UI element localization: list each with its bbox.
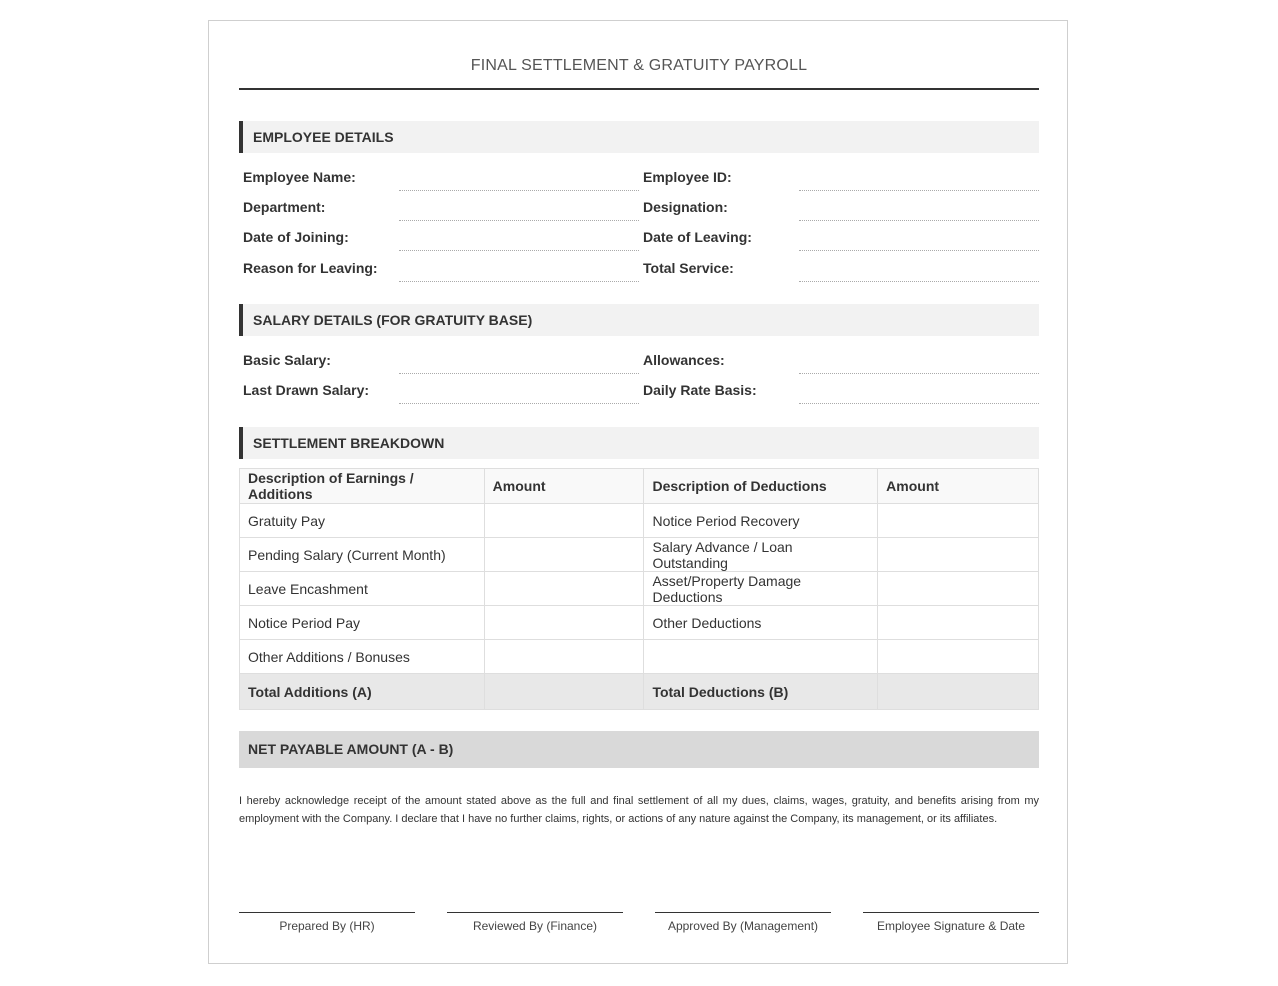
signature-label: Reviewed By (Finance) (472, 919, 598, 933)
signature-line[interactable] (655, 912, 831, 913)
total-deductions-amount[interactable] (878, 674, 1039, 710)
field-row (239, 168, 1039, 198)
signature-block (655, 912, 831, 933)
date-of-joining-label: Date of Joining: (243, 229, 349, 245)
settlement-form-page (208, 20, 1068, 964)
column-header: Amount (484, 469, 644, 504)
allowances-field[interactable] (799, 373, 1039, 374)
signature-line[interactable] (447, 912, 623, 913)
table-row (240, 606, 1039, 640)
totals-row (240, 674, 1039, 710)
signature-line[interactable] (863, 912, 1039, 913)
deduction-amount-cell[interactable] (878, 538, 1039, 572)
employee-details-header (239, 121, 1039, 153)
deduction-amount-cell[interactable] (878, 640, 1039, 674)
earning-description: Pending Salary (Current Month) (240, 538, 485, 572)
section-title: EMPLOYEE DETAILS (253, 129, 394, 145)
total-additions-amount[interactable] (484, 674, 644, 710)
signature-label: Prepared By (HR) (279, 919, 375, 933)
deduction-amount-cell[interactable] (878, 606, 1039, 640)
table-row (240, 572, 1039, 606)
deduction-description: Other Deductions (644, 606, 878, 640)
date-of-leaving-field[interactable] (799, 250, 1039, 251)
reason-for-leaving-label: Reason for Leaving: (243, 260, 378, 276)
last-drawn-salary-label: Last Drawn Salary: (243, 382, 370, 398)
settlement-table (239, 468, 1039, 710)
date-of-leaving-label: Date of Leaving: (643, 229, 752, 245)
department-label: Department: (243, 199, 326, 215)
section-title: SALARY DETAILS (FOR GRATUITY BASE) (253, 312, 533, 328)
field-row (239, 259, 1039, 289)
settlement-breakdown-header (239, 427, 1039, 459)
field-row (239, 381, 1039, 411)
signature-label: Employee Signature & Date (876, 919, 1026, 933)
section-title: SETTLEMENT BREAKDOWN (253, 435, 445, 451)
deduction-description (644, 640, 878, 674)
salary-details-header (239, 304, 1039, 336)
table-row (240, 640, 1039, 674)
signature-line[interactable] (239, 912, 415, 913)
daily-rate-basis-field[interactable] (799, 403, 1039, 404)
earning-description: Leave Encashment (240, 572, 485, 606)
earning-amount-cell[interactable] (484, 504, 644, 538)
basic-salary-field[interactable] (399, 373, 639, 374)
net-payable-label: NET PAYABLE AMOUNT (A - B) (248, 741, 454, 757)
signature-block (239, 912, 415, 933)
signature-block (447, 912, 623, 933)
employee-id-field[interactable] (799, 190, 1039, 191)
field-row (239, 198, 1039, 228)
field-row (239, 351, 1039, 381)
earning-amount-cell[interactable] (484, 640, 644, 674)
total-deductions-label: Total Deductions (B) (644, 674, 878, 710)
earning-amount-cell[interactable] (484, 572, 644, 606)
deduction-amount-cell[interactable] (878, 504, 1039, 538)
employee-name-field[interactable] (399, 190, 639, 191)
deduction-amount-cell[interactable] (878, 572, 1039, 606)
reason-for-leaving-field[interactable] (399, 281, 639, 282)
earning-description: Notice Period Pay (240, 606, 485, 640)
acknowledgement-text: I hereby acknowledge receipt of the amount stated above as the full and final settlement of all my dues, claims, wages, gratuity, and benefits arising from my employment with the Company. I declare that I have no further claims, rights, or actions of any nature against the Company, its management, or its affiliates. (239, 795, 1039, 825)
table-header-row (240, 469, 1039, 504)
table-row (240, 504, 1039, 538)
net-payable-bar (239, 731, 1039, 768)
signature-label: Approved By (Management) (667, 919, 819, 933)
column-header: Amount (878, 469, 1039, 504)
form-title: FINAL SETTLEMENT & GRATUITY PAYROLL (470, 57, 808, 74)
column-header: Description of Deductions (644, 469, 878, 504)
daily-rate-basis-label: Daily Rate Basis: (643, 382, 757, 398)
earning-description: Gratuity Pay (240, 504, 485, 538)
earning-amount-cell[interactable] (484, 606, 644, 640)
department-field[interactable] (399, 220, 639, 221)
employee-id-label: Employee ID: (643, 169, 732, 185)
total-service-label: Total Service: (643, 260, 734, 276)
last-drawn-salary-field[interactable] (399, 403, 639, 404)
column-header: Description of Earnings / Additions (240, 469, 485, 504)
date-of-joining-field[interactable] (399, 250, 639, 251)
deduction-description: Notice Period Recovery (644, 504, 878, 538)
earning-amount-cell[interactable] (484, 538, 644, 572)
designation-field[interactable] (799, 220, 1039, 221)
deduction-description: Salary Advance / Loan Outstanding (644, 538, 878, 572)
title-divider (239, 88, 1039, 90)
field-row (239, 228, 1039, 258)
basic-salary-label: Basic Salary: (243, 352, 331, 368)
signature-block (863, 912, 1039, 933)
earning-description: Other Additions / Bonuses (240, 640, 485, 674)
total-service-field[interactable] (799, 281, 1039, 282)
total-additions-label: Total Additions (A) (240, 674, 485, 710)
table-row (240, 538, 1039, 572)
allowances-label: Allowances: (643, 352, 725, 368)
designation-label: Designation: (643, 199, 728, 215)
deduction-description: Asset/Property Damage Deductions (644, 572, 878, 606)
employee-name-label: Employee Name: (243, 169, 356, 185)
